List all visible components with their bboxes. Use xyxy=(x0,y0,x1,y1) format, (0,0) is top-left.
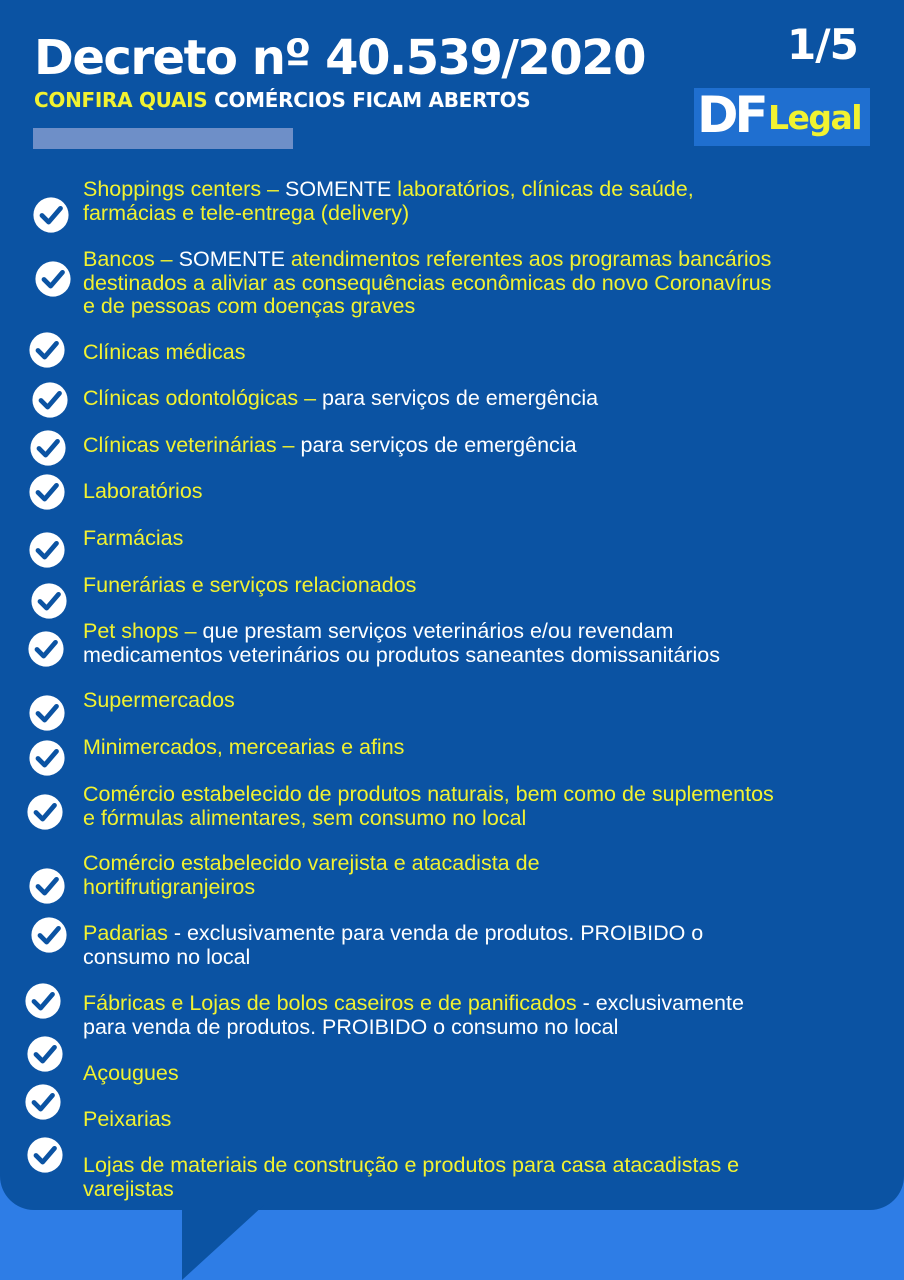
list-item-text: SOMENTE xyxy=(285,177,392,201)
speech-bubble-tail xyxy=(182,1205,264,1280)
list-item-line xyxy=(83,248,771,271)
list-item-text: Comércio estabelecido de produtos naturais, bem como de suplementos xyxy=(83,782,774,806)
check-circle-icon xyxy=(28,739,66,777)
list-item-text: SOMENTE xyxy=(178,247,285,271)
list-item-line xyxy=(83,434,577,457)
check-circle-icon xyxy=(24,1083,62,1121)
list-item-text: Clínicas odontológicas – xyxy=(83,386,323,410)
check-circle-icon xyxy=(28,473,66,511)
list-item-line xyxy=(83,527,183,550)
list-item-text: varejistas xyxy=(83,1176,174,1201)
list-item-line xyxy=(83,922,703,945)
check-circle-icon xyxy=(28,694,66,732)
list-item-text: Comércio estabelecido varejista e atacadista de xyxy=(83,851,540,875)
list-item-text: Supermercados xyxy=(83,688,235,712)
check-circle-icon xyxy=(34,260,72,298)
list-item-text: e fórmulas alimentares, sem consumo no local xyxy=(83,805,527,830)
list-item-line xyxy=(83,689,235,712)
list-item-text: hortifrutigranjeiros xyxy=(83,874,256,899)
list-item-text: Laboratórios xyxy=(83,479,203,503)
check-circle-icon xyxy=(27,630,65,668)
list-item-line xyxy=(83,295,415,318)
page-subtitle xyxy=(34,88,530,112)
df-legal-logo xyxy=(694,88,870,146)
list-item-text: e de pessoas com doenças graves xyxy=(83,294,416,318)
check-circle-icon xyxy=(28,867,66,905)
list-item-line xyxy=(83,736,404,759)
list-item-text: - exclusivamente xyxy=(576,991,744,1015)
list-item-text: - exclusivamente para venda de produtos. PROIBIDO o xyxy=(173,921,704,945)
list-item-line xyxy=(83,341,246,364)
check-circle-icon xyxy=(28,531,66,569)
list-item-text: Minimercados, mercearias e afins xyxy=(83,735,405,759)
list-item-text: Lojas de materiais de construção e produtos para casa atacadistas e xyxy=(83,1153,740,1177)
list-item-line xyxy=(83,783,774,806)
list-item-text: Clínicas veterinárias – xyxy=(83,433,301,457)
list-item-text: Bancos – xyxy=(83,247,179,271)
logo-df-text: DF xyxy=(697,86,765,144)
list-item-text: laboratórios, clínicas de saúde, xyxy=(391,177,694,201)
check-circle-icon xyxy=(26,1035,64,1073)
check-circle-icon xyxy=(32,196,70,234)
list-item-text: atendimentos referentes aos programas bancários xyxy=(284,247,772,271)
list-item-line xyxy=(83,202,409,225)
list-item-line xyxy=(83,178,694,201)
list-item-text: destinados a aliviar as consequências econômicas do novo Coronavírus xyxy=(83,270,772,295)
list-item-line xyxy=(83,852,540,875)
list-item-text: consumo no local xyxy=(83,944,251,969)
list-item-line xyxy=(83,1178,174,1201)
list-item-text: para venda de produtos. PROIBIDO o consumo no local xyxy=(83,1014,619,1039)
list-item-line xyxy=(83,992,744,1015)
check-circle-icon xyxy=(31,381,69,419)
list-item-line xyxy=(83,1154,739,1177)
list-item-line xyxy=(83,620,673,643)
list-item-text: Funerárias e serviços relacionados xyxy=(83,573,417,597)
list-item-text: para serviços de emergência xyxy=(300,433,577,457)
list-item-line xyxy=(83,1108,171,1131)
subtitle-rest: COMÉRCIOS FICAM ABERTOS xyxy=(207,88,531,112)
list-item-text: Peixarias xyxy=(83,1107,172,1131)
list-item-text: Clínicas médicas xyxy=(83,340,246,364)
list-item-text: Shoppings centers – xyxy=(83,177,285,201)
check-circle-icon xyxy=(29,429,67,467)
list-item-text: Açougues xyxy=(83,1061,179,1085)
list-item-line xyxy=(83,480,203,503)
list-item-line xyxy=(83,387,598,410)
check-circle-icon xyxy=(30,916,68,954)
list-item-line xyxy=(83,1016,618,1039)
check-circle-icon xyxy=(26,1136,64,1174)
list-item-text: Fábricas e Lojas de bolos caseiros e de panificados xyxy=(83,991,577,1015)
list-item-text: Padarias xyxy=(83,921,174,945)
list-item-line xyxy=(83,644,720,667)
logo-legal-text: Legal xyxy=(768,98,862,137)
page-number: 1/5 xyxy=(787,20,858,69)
list-item-line xyxy=(83,1062,179,1085)
list-item-text: Farmácias xyxy=(83,526,184,550)
list-item-text: farmácias e tele-entrega (delivery) xyxy=(83,200,410,225)
list-item-line xyxy=(83,946,250,969)
list-item-line xyxy=(83,876,255,899)
list-item-line xyxy=(83,807,526,830)
list-item-text: que prestam serviços veterinários e/ou revendam xyxy=(202,619,674,643)
list-item-text: Pet shops – xyxy=(83,619,203,643)
list-item-line xyxy=(83,574,416,597)
check-circle-icon xyxy=(28,331,66,369)
list-item-text: para serviços de emergência xyxy=(322,386,599,410)
subtitle-highlight: CONFIRA QUAIS xyxy=(34,88,208,112)
check-circle-icon xyxy=(30,582,68,620)
list-item-text: medicamentos veterinários ou produtos saneantes domissanitários xyxy=(83,642,720,667)
list-item-line xyxy=(83,272,771,295)
check-circle-icon xyxy=(26,793,64,831)
page-title: Decreto nº 40.539/2020 xyxy=(34,30,646,86)
decorative-bar xyxy=(33,128,293,149)
check-circle-icon xyxy=(24,982,62,1020)
